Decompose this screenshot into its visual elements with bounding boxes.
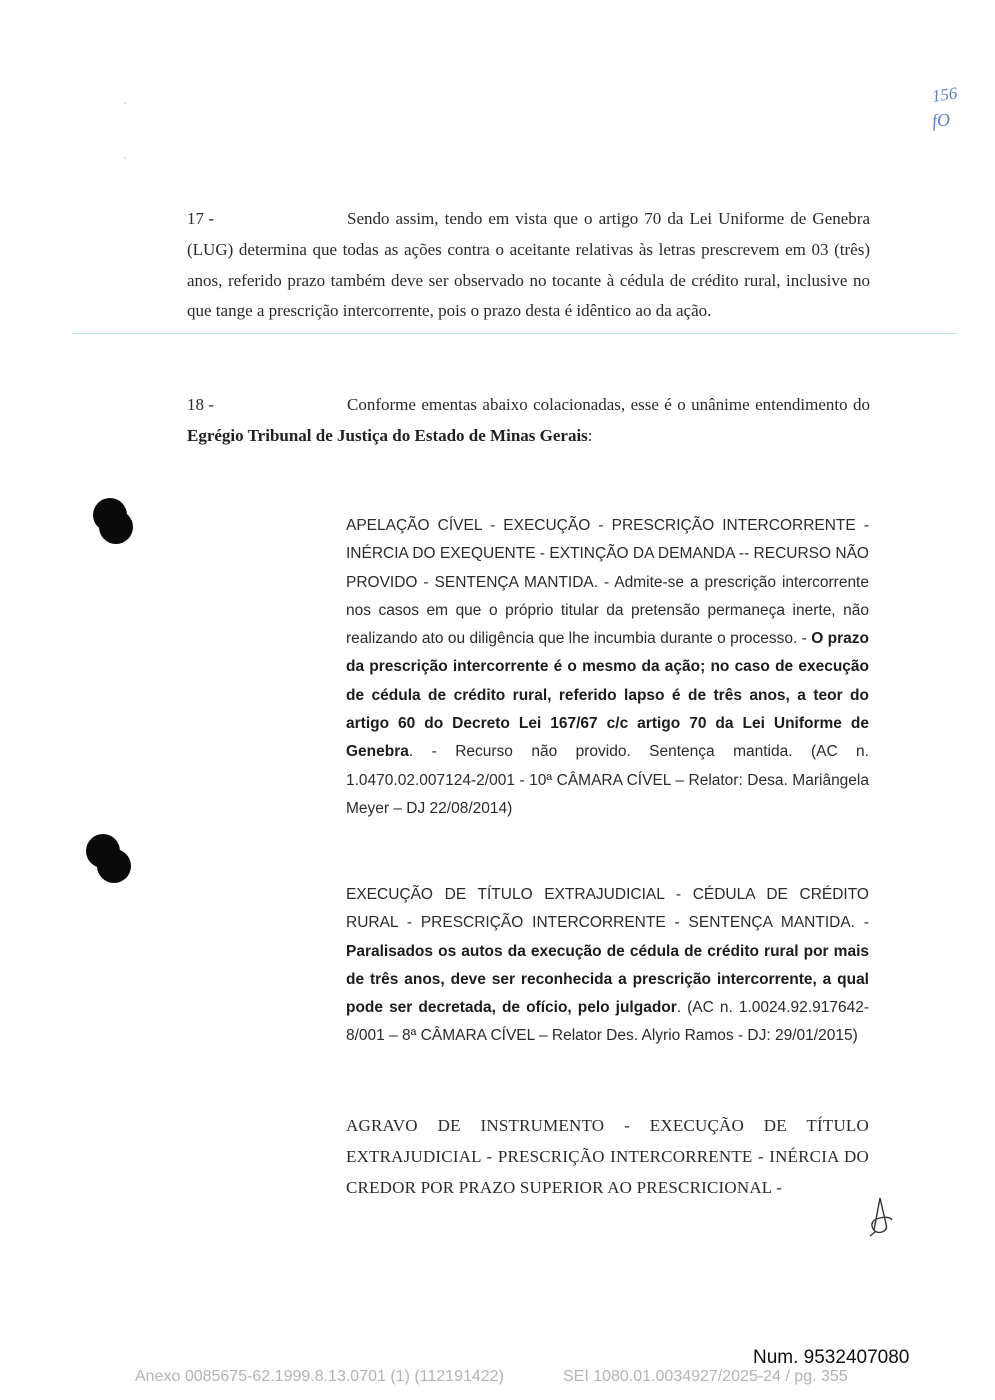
paragraph-17: [187, 204, 870, 327]
annex-reference: Anexo 0085675-62.1999.8.13.0701 (1) (112191422): [135, 1368, 504, 1385]
paragraph-text-end: :: [587, 425, 593, 445]
stamp-page-number: 156: [930, 83, 959, 106]
punch-hole: [97, 849, 131, 883]
quote-text: EXECUÇÃO DE TÍTULO EXTRAJUDICIAL - CÉDULA DE CRÉDITO RURAL - PRESCRIÇÃO INTERCORRENTE - SENTENÇA MANTIDA. -: [346, 886, 869, 932]
sei-reference: SEI 1080.01.0034927/2025-24 / pg. 355: [563, 1368, 848, 1385]
stamp-initials: fO: [931, 109, 952, 131]
quote-highlight: Paralisados os autos da execução de cédula de crédito rural por mais de três anos, deve ser reconhecida a prescrição intercorrente, a qual pode ser decretada, de ofício, pelo julgador: [346, 942, 869, 1017]
quote-citation: . (AC n. 1.0024.92.917642-8/001 – 8ª CÂMARA CÍVEL – Relator Des. Alyrio Ramos - DJ: 29/01/2015): [346, 999, 869, 1045]
scan-line: [72, 333, 957, 334]
quote-text: AGRAVO DE INSTRUMENTO - EXECUÇÃO DE TÍTULO EXTRAJUDICIAL - PRESCRIÇÃO INTERCORRENTE - INÉRCIA DO CREDOR POR PRAZO SUPERIOR AO PRESCRICIONAL -: [346, 1116, 869, 1197]
scan-speck: [124, 102, 126, 104]
paragraph-text: Sendo assim, tendo em vista que o artigo 70 da Lei Uniforme de Genebra (LUG) determina que todas as ações contra o aceitante relativas às letras prescrevem em 03 (três) anos, referido prazo também deve ser observado no tocante à cédula de crédito rural, inclusive no que tange a prescrição intercorrente, pois o prazo desta é idêntico ao da ação.: [187, 209, 870, 321]
quote-text: APELAÇÃO CÍVEL - EXECUÇÃO - PRESCRIÇÃO INTERCORRENTE - INÉRCIA DO EXEQUENTE - EXTINÇÃO DA DEMANDA -- RECURSO NÃO PROVIDO - SENTENÇA MANTIDA. - Admite-se a prescrição intercorrente nos casos em que o próprio titular da pretensão permaneça inerte, não realizando ato ou diligência que lhe incumbia durante o processo. -: [346, 517, 869, 648]
court-name: Egrégio Tribunal de Justiça do Estado de Minas Gerais: [187, 425, 588, 445]
handwritten-page-stamp: [928, 82, 964, 136]
document-number: Num. 9532407080: [753, 1347, 910, 1368]
punch-hole: [99, 510, 133, 544]
paragraph-number: 18 -: [187, 395, 214, 414]
paragraph-text: Conforme ementas abaixo colacionadas, esse é o unânime entendimento do: [347, 395, 870, 414]
jurisprudence-quote-3: [346, 1110, 869, 1203]
quote-highlight: O prazo da prescrição intercorrente é o mesmo da ação; no caso de execução de cédula de crédito rural, referido lapso é de três anos, a teor do artigo 60 do Decreto Lei 167/67 c/c artigo 70 da Lei Uniforme de Genebra: [346, 630, 870, 761]
scan-speck: [124, 157, 126, 159]
jurisprudence-quote-1: [346, 512, 869, 823]
jurisprudence-quote-2: [346, 881, 869, 1051]
quote-citation: . - Recurso não provido. Sentença mantida. (AC n. 1.0470.02.007124-2/001 - 10ª CÂMARA CÍVEL – Relator: Desa. Mariângela Meyer – DJ 22/08/2014): [346, 743, 869, 817]
signature-mark: [866, 1196, 896, 1238]
paragraph-18: [187, 390, 870, 452]
paragraph-number: 17 -: [187, 209, 214, 228]
